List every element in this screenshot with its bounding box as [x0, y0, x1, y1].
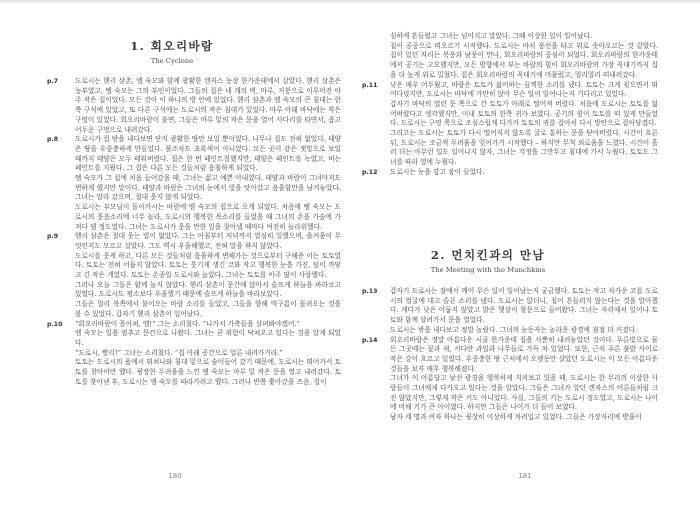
- chapter-2-heading: [363, 247, 613, 274]
- paragraph: [75, 174, 341, 203]
- paragraph-ref-label: p.9: [47, 233, 59, 241]
- paragraph-text: 그리고는 도로시는 토토가 다시 떨어지지 않도록 굴로 통하는 문을 닫아버렸다. 시간이 흐른 뒤, 도로시는 조금씩 두려움을 잊어가기 시작했다 – 하지만 무척 외로움을 느꼈다. 시간이 흘러 더는 아무런 일도 일어나지 않자, 그녀는 걱정을 그만두고 침대에 가서 누웠다. 토토도 그녀를 따라 옆에 누웠다.: [390, 129, 658, 167]
- paragraph-text: 도로시는 밖을 내다보고 정말 놀랐다. 그녀의 눈동자는 놀라운 광경에 점점 더 커졌다.: [390, 325, 638, 334]
- paragraph: [75, 252, 341, 281]
- paragraph-ref-label: p.10: [47, 320, 63, 328]
- chapter-2-title: 2. 먼치킨과의 만남: [430, 248, 546, 262]
- paragraph-text: 회오리바람은 정말 아름다운 시골 한가운데 집을 사뿐히 내려놓았던 것이다. 푸른빛으로 물든 그곳에는 꽃과 새, 커다란 과일과 나무들로 가득 차 있었다. 또한, 근처 푸른 풀밭 사이로 작은 강이 흐르고 있었다. 우중충한 땅 근처에서 오랫동안 살았던 도로시는 이 모든 아름다운 것들을 보자 매우 행복해졌다.: [390, 335, 658, 373]
- paragraph: [362, 80, 658, 100]
- paragraph: [47, 232, 341, 251]
- paragraph: [390, 374, 658, 413]
- paragraph: [47, 319, 341, 330]
- page-top-edge-shadow: [0, 0, 700, 4]
- left-page-body: [47, 77, 341, 388]
- paragraph-text: 갑자기 바닥의 열린 문 쪽으로 간 토토가 아래로 떨어져 버렸다. 처음에 도로시는 토토를 잃어버렸다고 생각했지만, 이내 토토의 한쪽 귀가 보였다. 공기의 힘이 토토를 떠 있게 만들었다. 도로시는 구멍 쪽으로 조심스럽게 다가가 토토의 귀를 잡아서 다시 방안으로 잡아당겼다.: [390, 99, 658, 128]
- paragraph-text: 엠 숙모가 그 집에 처음 들어갔을 때, 그녀는 젊고 예쁜 아내였다. 태양과 바람이 그녀마저도 변하게 했지만 말이다. 태양과 바람은 그녀의 눈에서 빛을 앗아갔고 음울함만을 남겨놓았다. 그녀는 말라 갔으며, 절대 웃지 않게 되었다.: [75, 174, 341, 202]
- paragraph-text: 그러나 오늘 그들은 함께 놀지 않았다. 헨리 삼촌이 문간에 앉아서 슬프게 하늘을 바라보고 있었다. 도로시도 평소보다 우울했기 때문에 슬프게 하늘을 바라보았다.: [75, 280, 341, 299]
- paragraph: [362, 287, 658, 326]
- paragraph-ref-label: p.8: [47, 136, 59, 144]
- paragraph-text: 도로시는 부모님이 돌아가시는 바람에 엠 숙모의 집으로 오게 되었다. 처음에 엠 숙모는 도로시의 웃음소리에 너무 놀라, 도로시의 행복한 목소리를 들었을 때 그녀의 손을 가슴에 가져다 댈 정도였다. 그녀는 도로시가 웃을 만한 일을 찾아낼 때마다 여전히 놀라워했다.: [75, 203, 341, 231]
- paragraph-text: 도로시를 웃게 하고, 다른 모든 것들처럼 음울하게 변해가는 것으로부터 구해준 이는 토토였다. 토토는 전혀 어둡지 않았다. 토토는 웃기게 생긴 코와 작고 행복한 눈을 가진, 털이 까맣고 긴 작은 개였다. 토토는 온종일 도로시와 놀았다. 그녀는 토토를 아주 많이 사랑했다.: [75, 251, 341, 280]
- paragraph-text: 집이 공중으로 떠오르기 시작했다. 도로시는 마치 풍선을 타고 위로 솟아오르는 것 같았다. 집이 있던 자리는 북풍과 남풍이 만나, 회오리바람의 중심이 되었다. 회오리바람의 한가운데에서 공기는 고요했지만, 모든 방향에서 부는 바람의 힘이 회오리바람의 가장 꼭대기까지 집을 더 높게 위로 밀쳤다. 집은 회오리바람의 꼭대기에 머물렀고, 멀리멀리 떠내려갔다.: [390, 41, 658, 79]
- paragraph: [362, 167, 658, 178]
- paragraph: [390, 32, 658, 42]
- left-page-number: 180: [168, 472, 182, 480]
- paragraph: [390, 129, 658, 168]
- right-page-body-bottom: [362, 287, 658, 423]
- paragraph: [47, 77, 341, 135]
- paragraph: [390, 100, 658, 129]
- paragraph-ref-label: p.12: [362, 168, 378, 176]
- paragraph: [362, 335, 658, 375]
- paragraph-ref-label: p.14: [362, 336, 378, 344]
- paragraph-text: 도로시는 헨리 삼촌, 엠 숙모와 함께 광활한 캔자스 농장 한가운데에서 살았다. 헨리 삼촌은 농부였고, 엠 숙모는 그의 부인이었다. 그들의 집은 네 개의 벽, 마루, 지붕으로 이루어진 아주 작은 집이었다. 모든 것이 이 하나의 방 안에 있었다. 헨리 삼촌과 엠 숙모의 큰 침대는 한 쪽 구석에 있었고, 또 다른 구석에는 도로시의 작은 침대가 있었다. 마루 아래 바닥에는 작은 구멍이 있었다. 회오리바람이 불면, 그들은 마루 밑의 작은 문을 열어 사다리를 타면서, 좁고 어두운 구멍으로 내려갔다.: [75, 77, 341, 134]
- paragraph: [390, 42, 658, 81]
- paragraph: [390, 326, 658, 336]
- paragraph-text: 낮은 매우 어두웠고, 바람은 토토가 싫어하는 끔찍한 소리를 냈다. 토토는 크게 짖으면서 뛰어다녔지만, 도로시는 바닥에 가만히 앉아 무슨 일이 일어나는지 기다리고 있었다.: [390, 80, 658, 99]
- chapter-1-title: 1. 회오리바람: [130, 39, 214, 53]
- paragraph-ref-label: p.11: [362, 81, 378, 89]
- paragraph-text: 토토는 도로시의 품에서 뛰쳐나와 침대 밑으로 숨어들어 갔기 때문에, 도로시는 뛰어가서 토토를 찾아야만 했다. 굉장한 두려움을 느낀 엠 숙모는 마루 밑 작은 문을 열고 내려갔다. 토토를 찾아낸 후, 도로시는 엠 숙모를 따라가려고 했다. 그러나 반쯤 쫓아갔을 즈음, 집이: [75, 358, 341, 386]
- paragraph: [75, 203, 341, 232]
- chapter-1-heading: [47, 38, 297, 65]
- paragraph-text: “도로시, 빨리!” 그녀는 소리쳤다. “집 아래 공간으로 얼른 내려가거라.”: [75, 348, 283, 357]
- right-page-body-top: [362, 32, 658, 178]
- right-page-number: 181: [518, 472, 532, 480]
- paragraph: [75, 358, 341, 387]
- paragraph-text: 심하게 흔들렸고 그녀는 넘어지고 말았다. 그때 이상한 일이 일어났다.: [390, 32, 593, 40]
- paragraph-ref-label: p.13: [362, 288, 378, 295]
- paragraph: [47, 135, 341, 174]
- paragraph: [390, 413, 658, 423]
- chapter-1-subtitle: The Cyclone: [150, 57, 194, 65]
- paragraph-text: 엠 숙모는 일을 멈추고 문간으로 나왔다. 그녀는 곧 위험이 닥쳐오고 있다는 것을 알게 되었다.: [75, 329, 341, 347]
- paragraph-text: 그들은 멀리 북쪽에서 불어오는 바람 소리를 들었고, 그들을 향해 먹구름이 몰려오는 것을 볼 수 있었다. 갑자기 헨리 삼촌이 일어났다.: [75, 300, 341, 318]
- paragraph-text: “회오리바람이 몰아쳐, 엠!” 그는 소리쳤다. “나가서 가축들을 살펴봐야겠어.”: [75, 319, 300, 328]
- paragraph-text: 도로시가 집 밖을 내다보면 단지 광활한 땅만 보일 뿐이었다. 나무나 집도 전혀 없었다. 태양은 땅을 우중충하게 만들었다. 풀조차도 초록색이 아니었다. 모든 곳이 같은 잿빛으로 보일 때까지 태양은 모두 태워버렸다. 집은 한 번 페인트칠했지만, 태양은 페인트를 녹였고, 비는 페인트를 지웠다. 그 집은 다른 모든 것들처럼 음침하게 되었다.: [75, 135, 341, 173]
- paragraph-ref-label: p.7: [47, 78, 59, 85]
- paragraph-text: 남자 세 명과 여자 하나는 굉장히 이상하게 차려입고 있었다. 그들은 가장자리에 방울이: [390, 413, 642, 422]
- paragraph: [75, 281, 341, 300]
- paragraph-text: 갑자기 도로시는 잠에서 깨어 무슨 일이 일어났는지 궁금했다. 토토는 작고 차가운 코를 도로시의 얼굴에 대고 슬픈 소리를 냈다. 도로시는 앉더니, 집이 흔들리지 않는다는 것을 알아챘다. 게다가 낮은 어둡지 않았고 밝은 햇살이 창문으로 들어왔다. 그녀는 자리에서 일어나 토토와 함께 달려가서 문을 열었다.: [390, 287, 658, 325]
- paragraph: [75, 300, 341, 319]
- paragraph-text: 도로시는 눈을 감고 잠이 들었다.: [390, 167, 485, 176]
- paragraph: [75, 349, 341, 359]
- paragraph-text: 그녀가 이 아름답고 낯선 광경을 행복하게 지켜보고 있을 때, 도로시는 한 무리의 이상한 사람들이 그녀에게 다가오고 있다는 것을 알았다. 그들은 그녀가 알던 캔자스의 어른들처럼 크진 않았지만, 그렇게 작은 키도 아니었다. 사실, 그들의 키는 도로시 정도였고, 도로시는 나이에 비해 키가 큰 아이였다. 하지만 그들은 나이가 더 들어 보였다.: [390, 374, 658, 412]
- chapter-2-subtitle: The Meeting with the Munchkins: [430, 266, 546, 274]
- paragraph-text: 헨리 삼촌은 절대 웃는 법이 없었다. 그는 아침부터 저녁까지 열심히 일했으며, 즐거움이 무엇인지도 모르고 살았다. 그도 역시 우울해했고, 전혀 말을 하지 않았다.: [75, 232, 341, 250]
- paragraph: [75, 329, 341, 348]
